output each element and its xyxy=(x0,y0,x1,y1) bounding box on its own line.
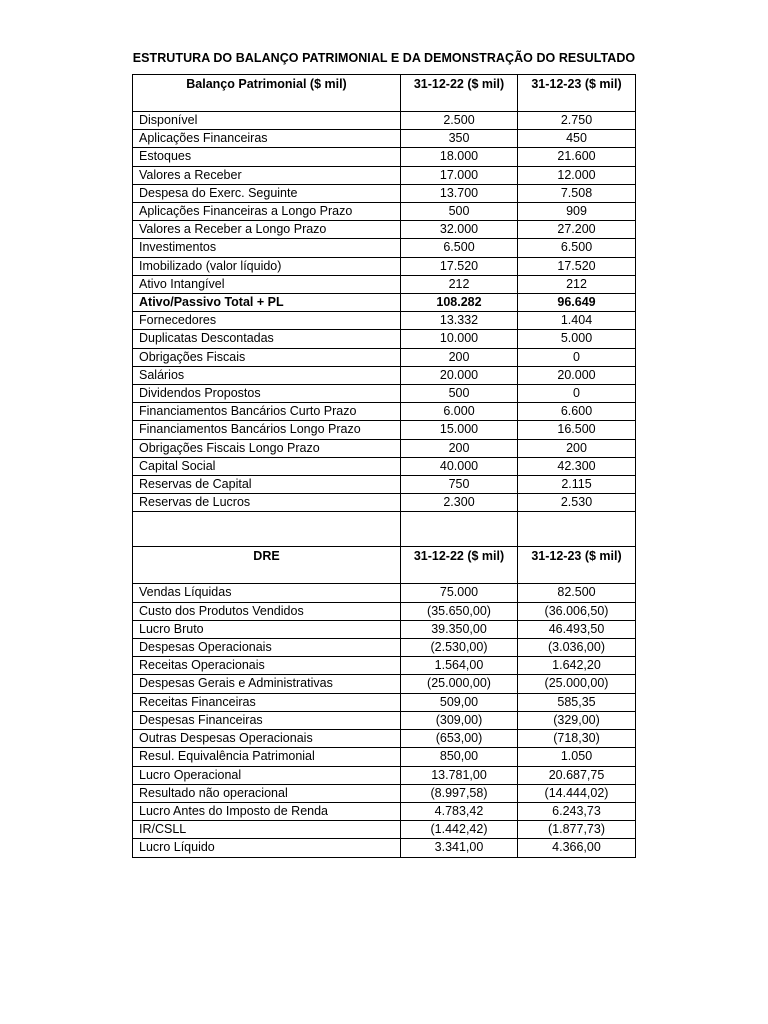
table-row xyxy=(133,385,636,403)
value-2022: 40.000 xyxy=(401,457,518,475)
value-2022: 500 xyxy=(401,385,518,403)
row-label: Receitas Financeiras xyxy=(133,693,401,711)
table-row xyxy=(133,766,636,784)
value-2022: 200 xyxy=(401,439,518,457)
table-row xyxy=(133,802,636,820)
value-2022: 15.000 xyxy=(401,421,518,439)
value-2023: 1.642,20 xyxy=(518,657,636,675)
row-label: Vendas Líquidas xyxy=(133,584,401,602)
value-2023: (25.000,00) xyxy=(518,675,636,693)
value-2022: 750 xyxy=(401,476,518,494)
table-row xyxy=(133,294,636,312)
value-2023: 2.750 xyxy=(518,112,636,130)
value-2022: (309,00) xyxy=(401,711,518,729)
value-2023: 46.493,50 xyxy=(518,620,636,638)
row-label: Valores a Receber a Longo Prazo xyxy=(133,221,401,239)
empty-cell xyxy=(133,512,401,547)
row-label: Ativo/Passivo Total + PL xyxy=(133,294,401,312)
table-row xyxy=(133,184,636,202)
table-row xyxy=(133,275,636,293)
value-2022: 212 xyxy=(401,275,518,293)
table-row xyxy=(133,457,636,475)
table-row xyxy=(133,366,636,384)
value-2023: 27.200 xyxy=(518,221,636,239)
row-label: Despesas Operacionais xyxy=(133,639,401,657)
row-label: Despesas Gerais e Administrativas xyxy=(133,675,401,693)
value-2022: 2.500 xyxy=(401,112,518,130)
table-row xyxy=(133,421,636,439)
value-2022: 39.350,00 xyxy=(401,620,518,638)
dre-header-row-cell: 31-12-22 ($ mil) xyxy=(401,547,518,584)
row-label: Fornecedores xyxy=(133,312,401,330)
value-2022: 13.700 xyxy=(401,184,518,202)
financial-table-body xyxy=(133,75,636,858)
value-2022: 500 xyxy=(401,203,518,221)
value-2022: 10.000 xyxy=(401,330,518,348)
row-label: Estoques xyxy=(133,148,401,166)
row-label: Aplicações Financeiras a Longo Prazo xyxy=(133,203,401,221)
row-label: Lucro Operacional xyxy=(133,766,401,784)
table-row xyxy=(133,584,636,602)
table-row xyxy=(133,112,636,130)
row-label: Imobilizado (valor líquido) xyxy=(133,257,401,275)
value-2023: 1.050 xyxy=(518,748,636,766)
table-row xyxy=(133,748,636,766)
balance-header-row-cell: 31-12-22 ($ mil) xyxy=(401,75,518,112)
row-label: Reservas de Capital xyxy=(133,476,401,494)
value-2022: (25.000,00) xyxy=(401,675,518,693)
table-row xyxy=(133,839,636,857)
row-label: Lucro Bruto xyxy=(133,620,401,638)
value-2022: (653,00) xyxy=(401,730,518,748)
value-2023: (1.877,73) xyxy=(518,821,636,839)
value-2023: (329,00) xyxy=(518,711,636,729)
value-2022: 350 xyxy=(401,130,518,148)
table-row xyxy=(133,257,636,275)
row-label: Despesa do Exerc. Seguinte xyxy=(133,184,401,202)
row-label: Disponível xyxy=(133,112,401,130)
dre-header-row-cell: DRE xyxy=(133,547,401,584)
row-label: Resul. Equivalência Patrimonial xyxy=(133,748,401,766)
value-2022: 13.781,00 xyxy=(401,766,518,784)
table-row xyxy=(133,439,636,457)
table-row xyxy=(133,148,636,166)
table-row xyxy=(133,330,636,348)
financial-table xyxy=(132,74,636,858)
value-2022: 18.000 xyxy=(401,148,518,166)
table-row xyxy=(133,130,636,148)
row-label: Salários xyxy=(133,366,401,384)
row-label: Reservas de Lucros xyxy=(133,494,401,512)
empty-cell xyxy=(401,512,518,547)
value-2023: 909 xyxy=(518,203,636,221)
row-label: Lucro Antes do Imposto de Renda xyxy=(133,802,401,820)
value-2023: 0 xyxy=(518,385,636,403)
row-label: Outras Despesas Operacionais xyxy=(133,730,401,748)
value-2023: 16.500 xyxy=(518,421,636,439)
row-label: Resultado não operacional xyxy=(133,784,401,802)
table-row xyxy=(133,784,636,802)
row-label: Lucro Líquido xyxy=(133,839,401,857)
value-2023: 1.404 xyxy=(518,312,636,330)
row-label: Financiamentos Bancários Curto Prazo xyxy=(133,403,401,421)
row-label: Dividendos Propostos xyxy=(133,385,401,403)
value-2022: 17.520 xyxy=(401,257,518,275)
row-label: Investimentos xyxy=(133,239,401,257)
value-2022: 509,00 xyxy=(401,693,518,711)
value-2023: 4.366,00 xyxy=(518,839,636,857)
row-label: Despesas Financeiras xyxy=(133,711,401,729)
table-row xyxy=(133,657,636,675)
table-row xyxy=(133,494,636,512)
value-2023: (14.444,02) xyxy=(518,784,636,802)
value-2023: 450 xyxy=(518,130,636,148)
table-row xyxy=(133,312,636,330)
table-row xyxy=(133,403,636,421)
table-row xyxy=(133,693,636,711)
value-2022: (1.442,42) xyxy=(401,821,518,839)
table-row xyxy=(133,239,636,257)
row-label: Financiamentos Bancários Longo Prazo xyxy=(133,421,401,439)
value-2023: 82.500 xyxy=(518,584,636,602)
row-label: Receitas Operacionais xyxy=(133,657,401,675)
value-2022: 108.282 xyxy=(401,294,518,312)
balance-header-row-cell: 31-12-23 ($ mil) xyxy=(518,75,636,112)
value-2023: (718,30) xyxy=(518,730,636,748)
balance-header-row-cell: Balanço Patrimonial ($ mil) xyxy=(133,75,401,112)
value-2023: 2.530 xyxy=(518,494,636,512)
row-label: Capital Social xyxy=(133,457,401,475)
row-label: Obrigações Fiscais xyxy=(133,348,401,366)
document-title: ESTRUTURA DO BALANÇO PATRIMONIAL E DA DEMONSTRAÇÃO DO RESULTADO xyxy=(132,51,636,65)
value-2022: 2.300 xyxy=(401,494,518,512)
value-2023: 6.600 xyxy=(518,403,636,421)
value-2023: 42.300 xyxy=(518,457,636,475)
spacer-row xyxy=(133,512,636,547)
table-row xyxy=(133,821,636,839)
table-row xyxy=(133,602,636,620)
value-2023: 585,35 xyxy=(518,693,636,711)
table-row xyxy=(133,166,636,184)
value-2023: 2.115 xyxy=(518,476,636,494)
value-2023: 6.243,73 xyxy=(518,802,636,820)
table-row xyxy=(133,620,636,638)
dre-header-row xyxy=(133,547,636,584)
dre-header-row-cell: 31-12-23 ($ mil) xyxy=(518,547,636,584)
value-2022: (35.650,00) xyxy=(401,602,518,620)
value-2023: 17.520 xyxy=(518,257,636,275)
value-2023: 5.000 xyxy=(518,330,636,348)
table-row xyxy=(133,221,636,239)
value-2022: 3.341,00 xyxy=(401,839,518,857)
value-2023: (36.006,50) xyxy=(518,602,636,620)
empty-cell xyxy=(518,512,636,547)
value-2022: 75.000 xyxy=(401,584,518,602)
table-row xyxy=(133,730,636,748)
row-label: Aplicações Financeiras xyxy=(133,130,401,148)
row-label: Obrigações Fiscais Longo Prazo xyxy=(133,439,401,457)
table-row xyxy=(133,711,636,729)
value-2022: 32.000 xyxy=(401,221,518,239)
value-2023: 21.600 xyxy=(518,148,636,166)
value-2022: 20.000 xyxy=(401,366,518,384)
value-2022: 200 xyxy=(401,348,518,366)
table-row xyxy=(133,476,636,494)
balance-header-row xyxy=(133,75,636,112)
value-2023: 6.500 xyxy=(518,239,636,257)
value-2022: 13.332 xyxy=(401,312,518,330)
table-row xyxy=(133,675,636,693)
value-2023: 0 xyxy=(518,348,636,366)
table-row xyxy=(133,348,636,366)
row-label: Ativo Intangível xyxy=(133,275,401,293)
value-2022: 1.564,00 xyxy=(401,657,518,675)
value-2022: 4.783,42 xyxy=(401,802,518,820)
value-2022: 17.000 xyxy=(401,166,518,184)
value-2022: 6.000 xyxy=(401,403,518,421)
row-label: Valores a Receber xyxy=(133,166,401,184)
value-2023: 12.000 xyxy=(518,166,636,184)
value-2022: 6.500 xyxy=(401,239,518,257)
value-2023: 20.000 xyxy=(518,366,636,384)
table-row xyxy=(133,639,636,657)
value-2022: 850,00 xyxy=(401,748,518,766)
value-2023: 20.687,75 xyxy=(518,766,636,784)
value-2022: (2.530,00) xyxy=(401,639,518,657)
row-label: IR/CSLL xyxy=(133,821,401,839)
value-2023: (3.036,00) xyxy=(518,639,636,657)
table-row xyxy=(133,203,636,221)
value-2023: 212 xyxy=(518,275,636,293)
row-label: Duplicatas Descontadas xyxy=(133,330,401,348)
row-label: Custo dos Produtos Vendidos xyxy=(133,602,401,620)
value-2023: 200 xyxy=(518,439,636,457)
value-2023: 96.649 xyxy=(518,294,636,312)
value-2022: (8.997,58) xyxy=(401,784,518,802)
value-2023: 7.508 xyxy=(518,184,636,202)
